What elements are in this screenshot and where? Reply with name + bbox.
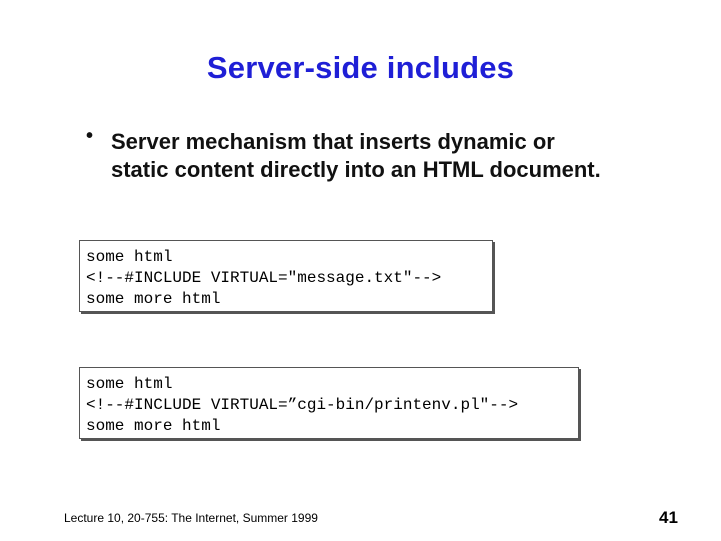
bullet-text-line: Server mechanism that inserts dynamic or: [111, 129, 555, 154]
code-line: some more html: [86, 417, 221, 435]
slide-title: Server-side includes: [206, 50, 515, 85]
code-line: <!--#INCLUDE VIRTUAL=”cgi-bin/printenv.pl"-->: [86, 396, 519, 414]
code-line: some html: [86, 375, 173, 393]
bullet-text: [111, 128, 671, 184]
page-number: 41: [659, 508, 678, 527]
code-example-message: [79, 240, 493, 312]
code-line: some more html: [86, 290, 221, 308]
code-example-cgi: [79, 367, 579, 439]
code-line: <!--#INCLUDE VIRTUAL="message.txt"-->: [86, 269, 442, 287]
bullet-text-line: static content directly into an HTML document.: [111, 157, 601, 182]
slide-footer: Lecture 10, 20-755: The Internet, Summer 1999: [64, 511, 318, 525]
bullet-dot-icon: •: [86, 125, 94, 147]
code-line: some html: [86, 248, 173, 266]
